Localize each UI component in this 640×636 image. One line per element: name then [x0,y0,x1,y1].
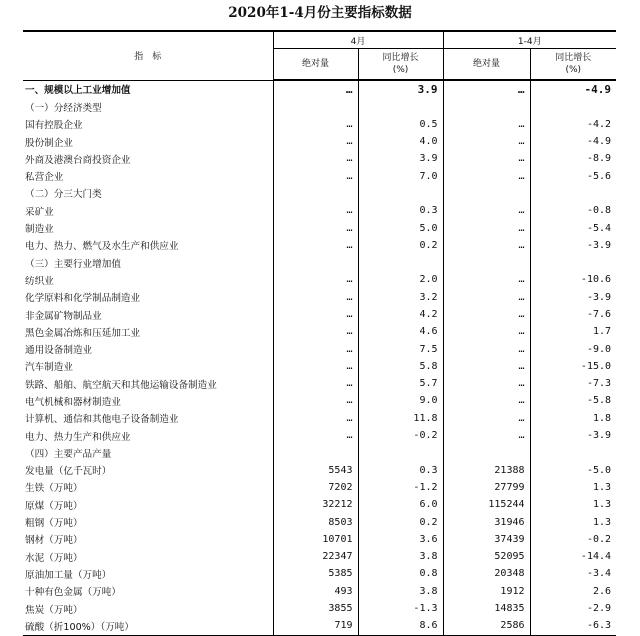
row-name: 铁路、船舶、航空航天和其他运输设备制造业 [25,379,217,391]
abs-value-jan-apr: 2586 [443,617,530,635]
abs-value-april: 22347 [273,548,358,565]
abs-value-april: 10701 [273,531,358,548]
abs-value-april: … [273,219,358,236]
row-name: 纺织业 [25,275,54,287]
abs-value-jan-apr: … [443,392,530,409]
yoy-header-jan-apr [530,49,616,81]
table-row [23,565,616,582]
abs-value-jan-apr: 20348 [443,565,530,582]
yoy-value-jan-apr: -0.8 [530,202,616,219]
yoy-value-jan-apr: 2.6 [530,583,616,600]
abs-value-april: 5385 [273,565,358,582]
abs-value-jan-apr: 52095 [443,548,530,565]
row-name: 生铁（万吨） [25,483,83,495]
row-name: （二）分三大门类 [25,189,102,201]
yoy-value-april: 3.8 [358,548,443,565]
yoy-value-april: 0.5 [358,116,443,133]
table-row [23,444,616,461]
abs-value-jan-apr: … [443,427,530,444]
table-row [23,583,616,600]
table-row [23,150,616,167]
row-name: 外商及港澳台商投资企业 [25,154,131,166]
row-name: 采矿业 [25,206,54,218]
table-row [23,98,616,115]
row-name: 电力、热力、燃气及水生产和供应业 [25,241,179,253]
abs-value-april: … [273,133,358,150]
table-row [23,306,616,323]
row-name: 化学原料和化学制品制造业 [25,293,141,305]
yoy-header-april [358,49,443,81]
table-row [23,254,616,271]
yoy-value-april: 3.8 [358,583,443,600]
abs-value-jan-apr: … [443,323,530,340]
abs-value-jan-apr: … [443,306,530,323]
yoy-value-april: 5.0 [358,219,443,236]
abs-value-jan-apr: 21388 [443,462,530,479]
yoy-value-april: 5.8 [358,358,443,375]
yoy-value-april: 2.0 [358,271,443,288]
yoy-value-jan-apr: -5.6 [530,167,616,184]
yoy-value-jan-apr: -3.9 [530,427,616,444]
abs-value-jan-apr [443,444,530,461]
yoy-value-april: 4.6 [358,323,443,340]
yoy-value-april [358,254,443,271]
yoy-value-jan-apr [530,98,616,115]
abs-value-april: … [273,358,358,375]
indicator-table [23,30,616,636]
abs-value-april: … [273,150,358,167]
abs-value-april: … [273,427,358,444]
row-name: 股份制企业 [25,137,73,149]
yoy-value-jan-apr: 1.3 [530,479,616,496]
row-name: 私营企业 [25,172,64,184]
abs-value-jan-apr: … [443,289,530,306]
yoy-value-april [358,98,443,115]
abs-value-april [273,254,358,271]
yoy-value-jan-apr [530,444,616,461]
abs-value-april: 3855 [273,600,358,617]
row-name: 一、规模以上工业增加值 [25,85,131,97]
row-name: 通用设备制造业 [25,345,93,357]
row-name: 水泥（万吨） [25,552,83,564]
yoy-value-jan-apr: 1.8 [530,410,616,427]
table-row [23,116,616,133]
abs-value-april: … [273,271,358,288]
row-name: 非金属矿物制品业 [25,310,102,322]
table-row [23,133,616,150]
table-row [23,271,616,288]
yoy-value-april [358,444,443,461]
abs-header-jan-apr: 绝对量 [443,49,530,81]
abs-value-april: … [273,392,358,409]
abs-value-april: … [273,237,358,254]
abs-value-jan-apr: … [443,167,530,184]
row-name: 粗钢（万吨） [25,518,83,530]
yoy-value-jan-apr: -7.6 [530,306,616,323]
abs-value-april: … [273,289,358,306]
yoy-value-jan-apr: -3.4 [530,565,616,582]
yoy-value-jan-apr [530,254,616,271]
yoy-value-jan-apr: -0.2 [530,531,616,548]
yoy-header-unit: (%) [392,65,409,75]
table-row [23,167,616,184]
yoy-value-jan-apr: -4.9 [530,133,616,150]
abs-value-jan-apr: … [443,340,530,357]
abs-value-april: 8503 [273,513,358,530]
abs-value-jan-apr: 14835 [443,600,530,617]
abs-value-april: … [273,340,358,357]
row-name: 国有控股企业 [25,120,83,132]
yoy-value-jan-apr: -6.3 [530,617,616,635]
table-row [23,202,616,219]
yoy-value-jan-apr: -5.8 [530,392,616,409]
table-row [23,531,616,548]
row-name: 发电量（亿千瓦时） [25,466,112,478]
abs-value-jan-apr: … [443,202,530,219]
table-row [23,323,616,340]
yoy-value-april: 9.0 [358,392,443,409]
yoy-value-jan-apr: -2.9 [530,600,616,617]
period-header-jan-apr: 1-4月 [443,31,616,49]
yoy-value-jan-apr: -7.3 [530,375,616,392]
yoy-value-april: 3.2 [358,289,443,306]
abs-value-april: 32212 [273,496,358,513]
row-name: 制造业 [25,224,54,236]
abs-value-april: … [273,167,358,184]
abs-value-april: 7202 [273,479,358,496]
table-row [23,513,616,530]
abs-value-april: … [273,116,358,133]
table-row [23,479,616,496]
table-row [23,548,616,565]
abs-value-april: 493 [273,583,358,600]
abs-value-jan-apr: … [443,410,530,427]
abs-value-jan-apr: … [443,219,530,236]
table-row [23,392,616,409]
abs-value-april: 5543 [273,462,358,479]
table-body [23,80,616,635]
row-name: 电气机械和器材制造业 [25,396,121,408]
indicator-column-header: 指 标 [23,31,273,80]
table-row [23,600,616,617]
row-name: 硫酸（折100%）（万吨） [23,617,273,635]
abs-value-jan-apr: … [443,237,530,254]
abs-value-april: … [273,80,358,98]
table-row [23,358,616,375]
yoy-header-label: 同比增长 [382,53,419,63]
table-row [23,462,616,479]
period-header-april: 4月 [273,31,443,49]
abs-value-april [273,444,358,461]
abs-value-jan-apr: … [443,358,530,375]
yoy-header-unit: (%) [565,65,582,75]
yoy-value-jan-apr: -4.2 [530,116,616,133]
row-name: 原煤（万吨） [25,500,83,512]
yoy-value-april: 3.9 [358,150,443,167]
page-title: 2020年1-4月份主要指标数据 [228,5,412,21]
abs-value-jan-apr [443,98,530,115]
abs-value-jan-apr: 37439 [443,531,530,548]
row-name: （四）主要产品产量 [25,448,112,460]
row-name: 十种有色金属（万吨） [25,587,121,599]
row-name: 原油加工量（万吨） [25,569,112,581]
abs-value-april: … [273,375,358,392]
table-row [23,496,616,513]
row-name: （一）分经济类型 [25,102,102,114]
yoy-value-jan-apr: -15.0 [530,358,616,375]
yoy-value-april: -0.2 [358,427,443,444]
abs-value-jan-apr: … [443,80,530,98]
abs-value-jan-apr [443,254,530,271]
yoy-value-april: -1.2 [358,479,443,496]
yoy-value-jan-apr: -14.4 [530,548,616,565]
abs-value-april: … [273,202,358,219]
table-row [23,237,616,254]
yoy-value-jan-apr: -5.4 [530,219,616,236]
table-row [23,617,616,635]
yoy-value-jan-apr: 1.3 [530,496,616,513]
table-row [23,375,616,392]
abs-value-april: … [273,323,358,340]
yoy-value-jan-apr: -8.9 [530,150,616,167]
yoy-value-jan-apr: 1.7 [530,323,616,340]
row-name: 汽车制造业 [25,362,73,374]
abs-value-april [273,185,358,202]
yoy-value-april: -1.3 [358,600,443,617]
abs-value-jan-apr: 31946 [443,513,530,530]
yoy-value-april: 0.2 [358,237,443,254]
abs-value-april [273,98,358,115]
yoy-value-jan-apr: -10.6 [530,271,616,288]
table-row [23,340,616,357]
abs-value-jan-apr: 1912 [443,583,530,600]
abs-value-jan-apr: 115244 [443,496,530,513]
abs-value-jan-apr: … [443,271,530,288]
yoy-value-jan-apr: -3.9 [530,289,616,306]
yoy-value-april: 4.2 [358,306,443,323]
row-name: 黑色金属冶炼和压延加工业 [25,327,141,339]
yoy-value-april: 4.0 [358,133,443,150]
yoy-value-april: 6.0 [358,496,443,513]
table-row [23,410,616,427]
yoy-value-jan-apr: -3.9 [530,237,616,254]
abs-value-april: … [273,410,358,427]
table-row [23,185,616,202]
abs-value-jan-apr [443,185,530,202]
yoy-value-jan-apr: -4.9 [530,80,616,98]
yoy-value-jan-apr [530,185,616,202]
abs-value-april: 719 [273,617,358,635]
yoy-value-april: 7.5 [358,340,443,357]
yoy-value-jan-apr: 1.3 [530,513,616,530]
yoy-value-april: 0.2 [358,513,443,530]
table-row [23,289,616,306]
yoy-value-april: 8.6 [358,617,443,635]
yoy-value-jan-apr: -9.0 [530,340,616,357]
abs-value-jan-apr: … [443,116,530,133]
table-row [23,80,616,98]
yoy-value-april: 0.3 [358,202,443,219]
row-name: 钢材（万吨） [25,535,83,547]
yoy-value-april: 3.9 [358,80,443,98]
yoy-value-april: 0.3 [358,462,443,479]
table-row [23,427,616,444]
yoy-value-april: 3.6 [358,531,443,548]
row-name: （三）主要行业增加值 [25,258,121,270]
abs-header-april: 绝对量 [273,49,358,81]
yoy-value-april [358,185,443,202]
abs-value-jan-apr: … [443,150,530,167]
row-name: 计算机、通信和其他电子设备制造业 [25,414,179,426]
yoy-value-april: 11.8 [358,410,443,427]
abs-value-jan-apr: … [443,375,530,392]
table-row [23,219,616,236]
row-name: 焦炭（万吨） [25,604,83,616]
abs-value-jan-apr: 27799 [443,479,530,496]
row-name: 电力、热力生产和供应业 [25,431,131,443]
abs-value-jan-apr: … [443,133,530,150]
yoy-value-april: 0.8 [358,565,443,582]
yoy-value-april: 7.0 [358,167,443,184]
yoy-header-label: 同比增长 [555,53,592,63]
yoy-value-jan-apr: -5.0 [530,462,616,479]
abs-value-april: … [273,306,358,323]
yoy-value-april: 5.7 [358,375,443,392]
